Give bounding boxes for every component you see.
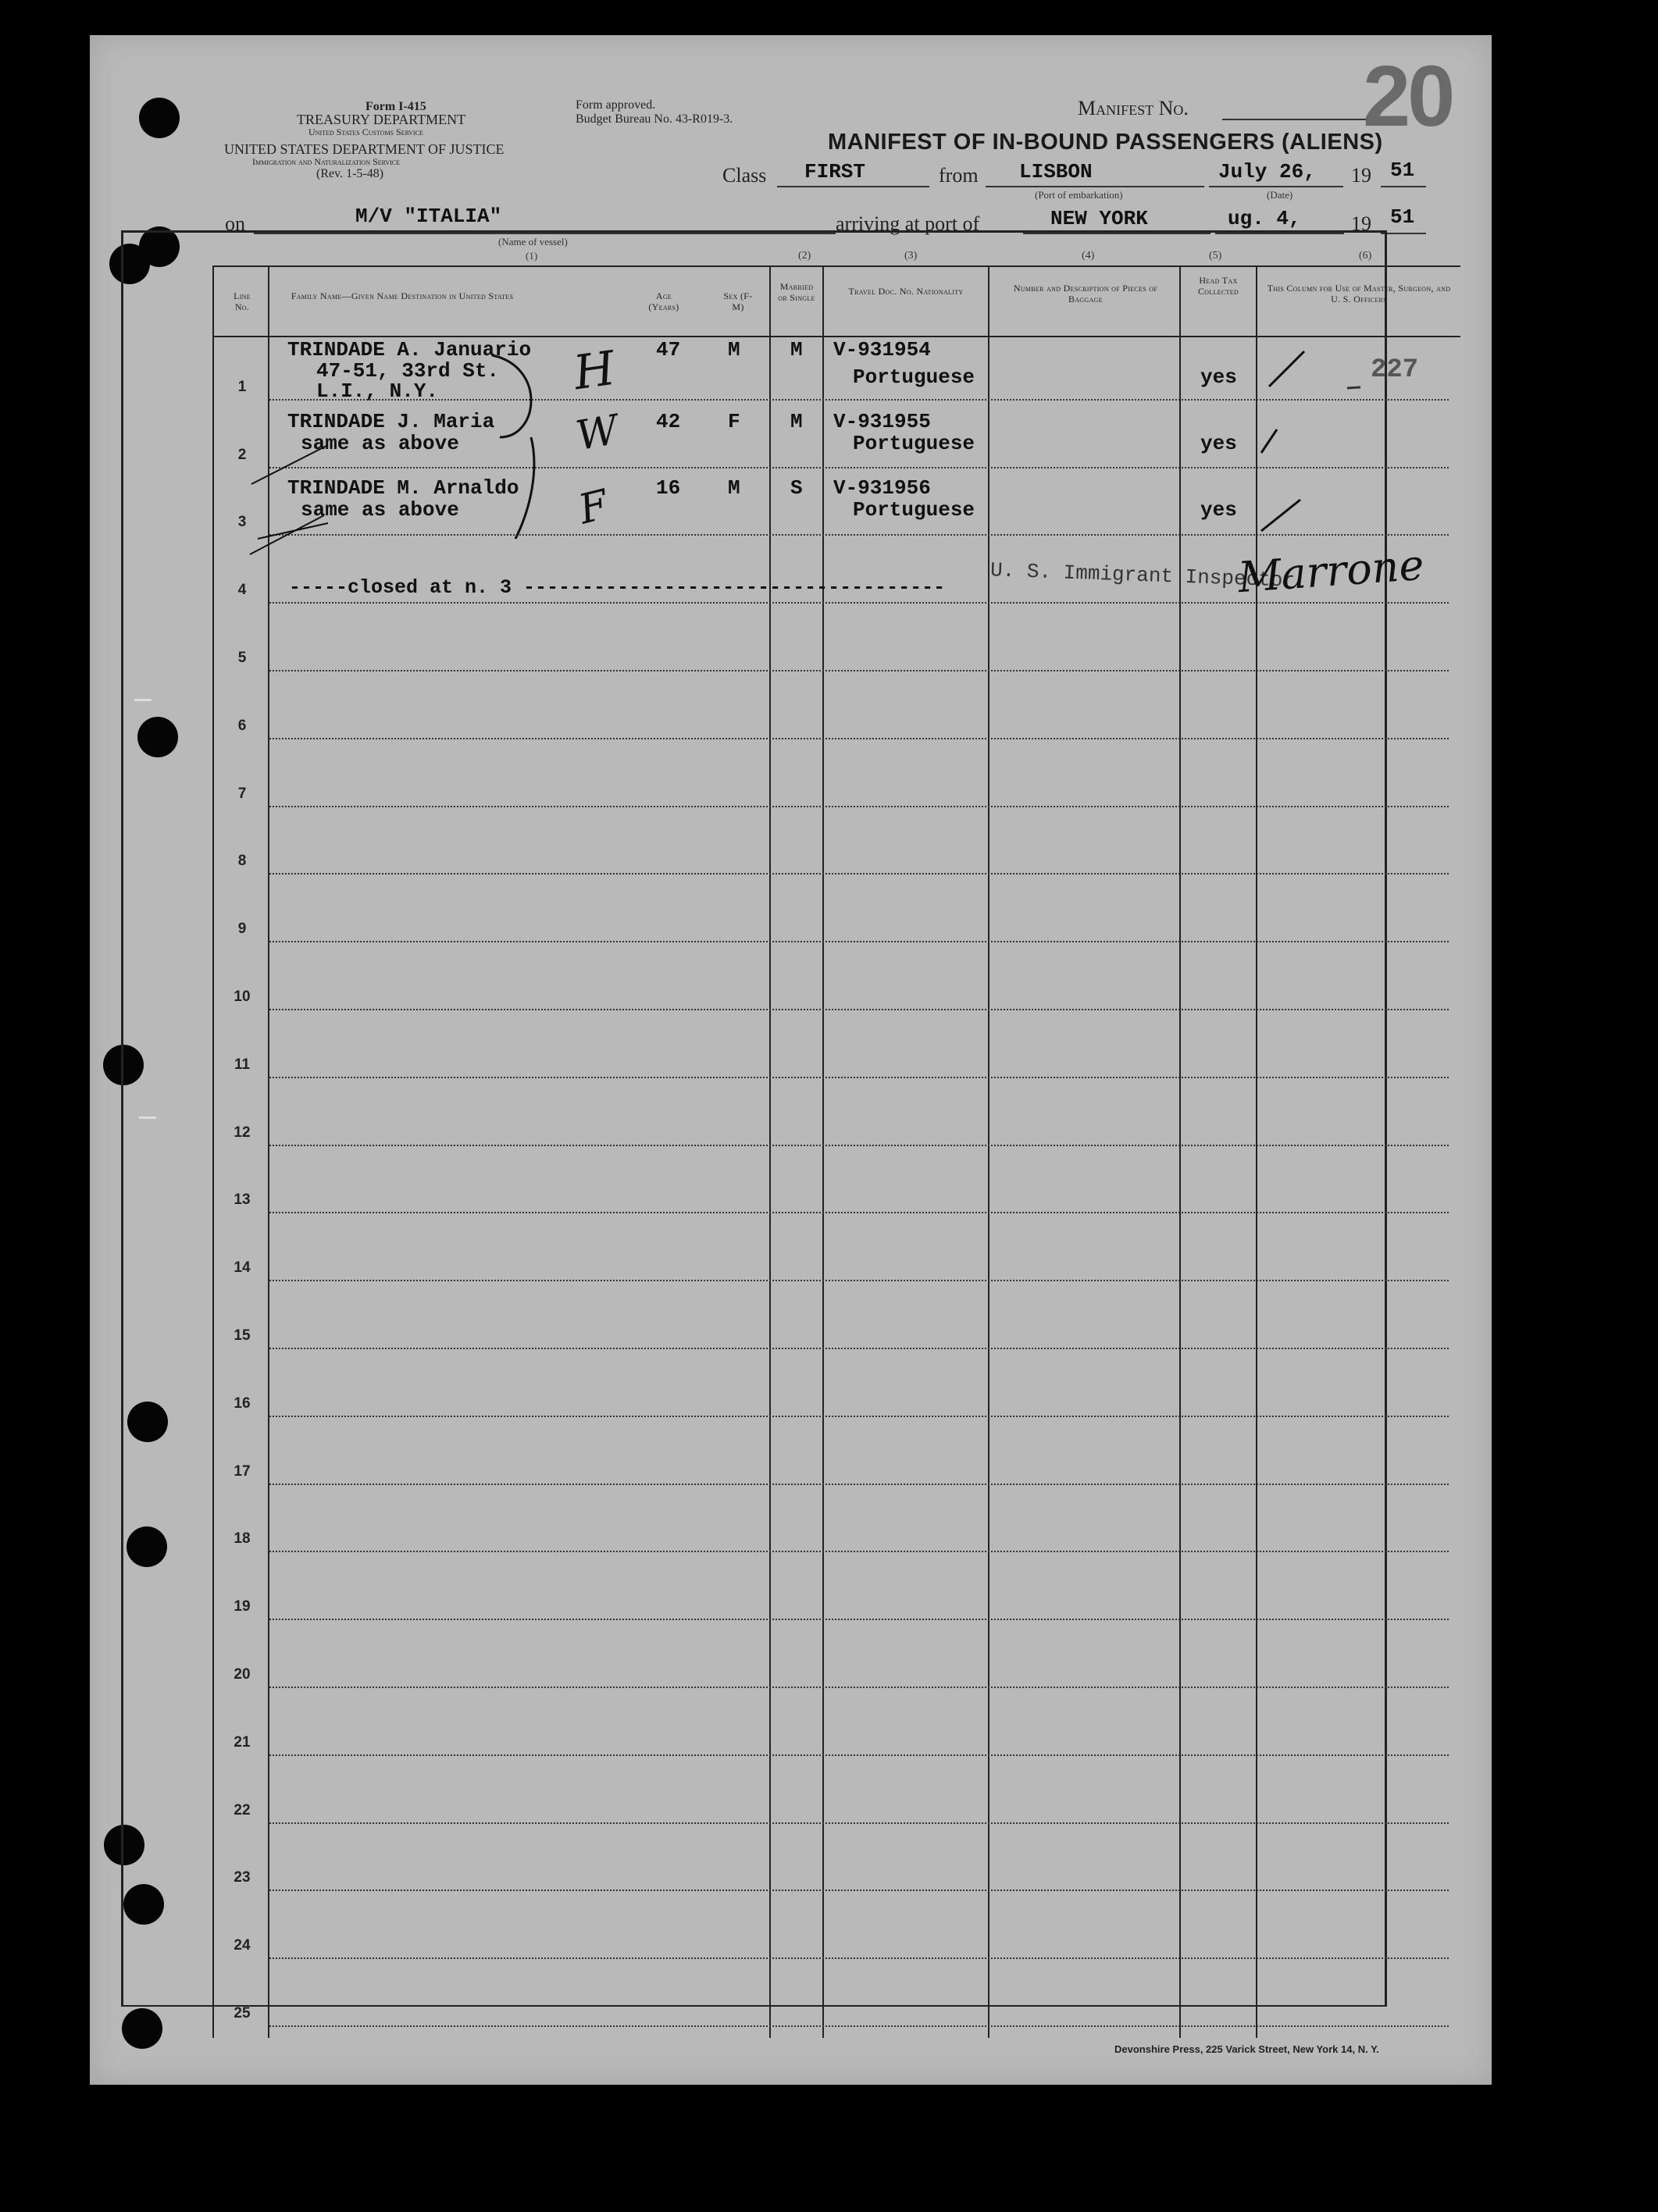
line-number: 1 — [237, 378, 247, 395]
col-number: (4) — [1082, 250, 1095, 262]
line-number: 23 — [234, 1869, 251, 1886]
arriving-label: arriving at port of — [836, 212, 980, 235]
passenger-1-sex: M — [728, 338, 740, 362]
passenger-3-name: TRINDADE M. Arnaldo — [287, 476, 519, 500]
col-head-tax: Head Tax Collected — [1197, 275, 1239, 297]
passenger-3-marital: S — [790, 476, 803, 500]
line-number: 25 — [234, 2005, 251, 2021]
class-label: Class — [722, 164, 767, 187]
inspector-stamp: U. S. Immigrant Inspector — [989, 558, 1296, 593]
manifest-number: 20 — [1363, 48, 1453, 144]
date-caption: (Date) — [1267, 189, 1293, 201]
passenger-3-dest: same as above — [301, 498, 459, 522]
col-name: Family Name—Given Name Destination in United States — [291, 290, 514, 301]
arrival-year: 51 — [1390, 205, 1415, 229]
line-number: 16 — [234, 1395, 251, 1412]
passenger-1-dest2: L.I., N.Y. — [316, 379, 439, 403]
handwritten-mark: F — [574, 481, 613, 534]
manifest-no-label: Manifest No. — [1078, 97, 1189, 119]
passenger-2-dest: same as above — [301, 432, 459, 455]
line-number: 6 — [237, 717, 247, 734]
dept-justice-sub: Immigration and Naturalization Service — [252, 156, 401, 167]
dept-treasury-sub: United States Customs Service — [308, 126, 423, 137]
year-prefix: 19 — [1351, 164, 1371, 187]
passenger-3-age: 16 — [656, 476, 681, 500]
line-number: 20 — [234, 1666, 251, 1683]
passenger-1-tax: yes — [1200, 365, 1237, 389]
handwritten-mark: W — [572, 406, 622, 461]
passenger-1-marital: M — [790, 338, 803, 362]
passenger-1-doc: V-931954 — [833, 338, 931, 362]
passenger-2-name: TRINDADE J. Maria — [287, 410, 495, 433]
line-number: 10 — [234, 988, 251, 1005]
passenger-3-sex: M — [728, 476, 740, 500]
passenger-3-doc: V-931956 — [833, 476, 931, 500]
from-value: LISBON — [1019, 160, 1093, 183]
line-number: 7 — [237, 785, 247, 802]
col-number: (5) — [1209, 250, 1222, 262]
handwritten-mark: H — [570, 340, 619, 401]
passenger-1-name: TRINDADE A. Januario — [287, 338, 532, 362]
form-id: Form I-415 — [365, 100, 426, 113]
arrival-port: NEW YORK — [1050, 207, 1148, 230]
passenger-2-age: 42 — [656, 410, 681, 433]
col-number: (3) — [904, 250, 918, 262]
line-number: 15 — [234, 1327, 251, 1344]
line-number: 14 — [234, 1259, 251, 1277]
col-age: Age (Years) — [648, 290, 679, 312]
passenger-2-sex: F — [728, 410, 740, 433]
dept-treasury: TREASURY DEPARTMENT — [297, 112, 466, 127]
line-number: 12 — [234, 1124, 251, 1141]
passenger-1-age: 47 — [656, 338, 681, 362]
passenger-2-doc: V-931955 — [833, 410, 931, 433]
officer-note: 227 — [1371, 355, 1419, 385]
passenger-1-dest: 47-51, 33rd St. — [316, 359, 500, 383]
inspector-signature: Marrone — [1236, 540, 1426, 603]
passenger-2-marital: M — [790, 410, 803, 433]
line-number: 4 — [237, 582, 247, 599]
col-travel-doc: Travel Doc. No. Nationality — [848, 286, 964, 297]
col-baggage: Number and Description of Pieces of Baggage — [1013, 283, 1158, 305]
col-marital: Married or Single — [778, 281, 815, 303]
col-number: (2) — [798, 250, 811, 262]
line-number: 8 — [237, 853, 247, 870]
line-number: 22 — [234, 1801, 251, 1818]
passenger-2-nationality: Portuguese — [853, 432, 975, 455]
line-number: 21 — [234, 1733, 251, 1751]
line-number: 3 — [237, 514, 247, 531]
line-number: 13 — [234, 1191, 251, 1209]
year-value: 51 — [1390, 159, 1415, 182]
class-value: FIRST — [804, 160, 866, 183]
form-approved: Form approved. — [576, 98, 656, 112]
passenger-3-nationality: Portuguese — [853, 498, 975, 522]
line-number: 18 — [234, 1530, 251, 1548]
vessel-caption: (Name of vessel) — [498, 236, 568, 248]
col-officers: This Column for Use of Master, Surgeon, and U. S. Officers — [1267, 283, 1451, 305]
printer-footer: Devonshire Press, 225 Varick Street, New York 14, N. Y. — [1114, 2043, 1379, 2055]
page-title: MANIFEST OF IN-BOUND PASSENGERS (ALIENS) — [828, 130, 1383, 155]
line-number: 2 — [237, 446, 247, 463]
passenger-1-nationality: Portuguese — [853, 365, 975, 389]
line-number: 9 — [237, 921, 247, 938]
from-label: from — [939, 164, 979, 187]
line-number: 11 — [234, 1056, 251, 1073]
date-value: July 26, — [1218, 160, 1316, 183]
col-line-no: Line No. — [234, 290, 251, 312]
on-label: on — [225, 212, 245, 235]
passenger-2-tax: yes — [1200, 432, 1237, 455]
arrival-year-prefix: 19 — [1351, 212, 1371, 235]
vessel-colno: (1) — [526, 250, 538, 262]
budget-bureau: Budget Bureau No. 43-R019-3. — [576, 112, 733, 126]
form-rev: (Rev. 1-5-48) — [316, 167, 384, 180]
line-number: 24 — [234, 1937, 251, 1954]
line-number: 5 — [237, 650, 247, 666]
col-number: (6) — [1359, 250, 1372, 262]
line-number: 19 — [234, 1598, 251, 1615]
line-number: 17 — [234, 1462, 251, 1480]
dept-justice: UNITED STATES DEPARTMENT OF JUSTICE — [224, 141, 505, 157]
col-sex: Sex (F-M) — [723, 290, 753, 312]
passenger-3-tax: yes — [1200, 498, 1237, 522]
vessel-name: M/V "ITALIA" — [355, 205, 502, 228]
port-caption: (Port of embarkation) — [1035, 189, 1123, 201]
closed-note: -----closed at n. 3 ------------------------------------ — [289, 576, 946, 599]
arrival-date: ug. 4, — [1228, 207, 1301, 230]
